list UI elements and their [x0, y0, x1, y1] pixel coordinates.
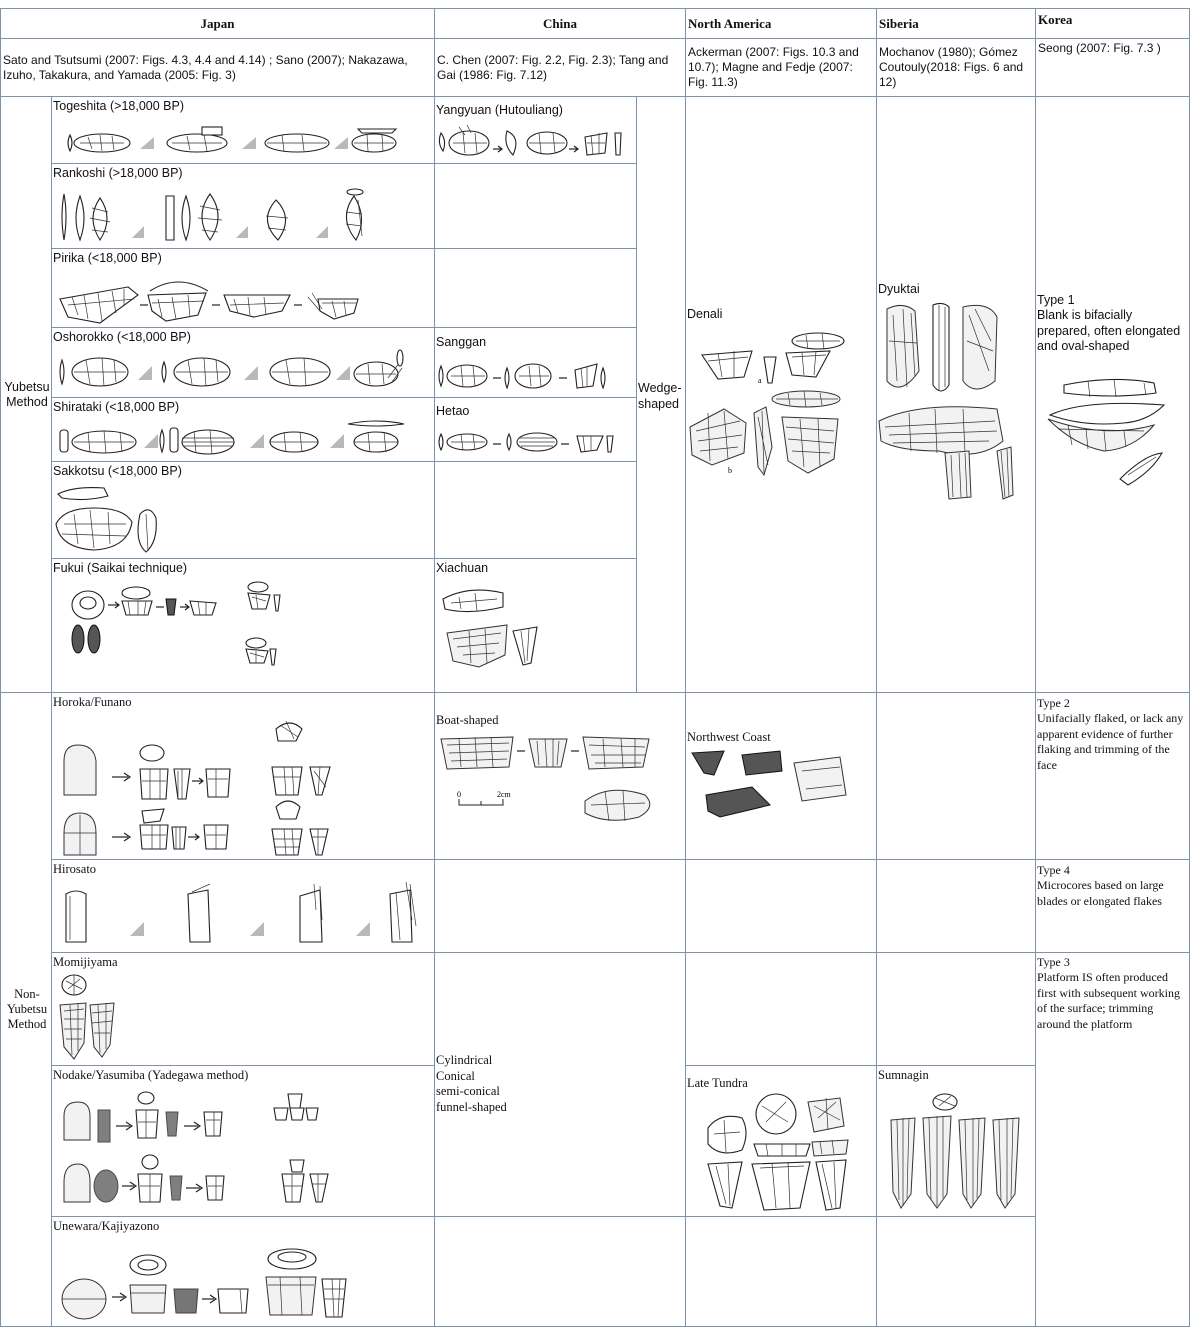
- fukui-illustration: [70, 579, 300, 689]
- japan-row-hirosato: [51, 859, 435, 953]
- na-cell-late-tundra: [685, 1065, 877, 1217]
- korea-type1-illustration: [1044, 375, 1184, 491]
- hetao-illustration: [437, 424, 637, 456]
- method-cell-non-yubetsu: [0, 692, 52, 1327]
- korea-type4-title: Type 4: [1037, 863, 1070, 877]
- na-cell-empty-3: [685, 1216, 877, 1327]
- ref-china-text: C. Chen (2007: Fig. 2.2, Fig. 2.3); Tang and Gai (1986: Fig. 7.12): [437, 53, 669, 82]
- china-label-cylindrical: Cylindrical: [436, 1053, 493, 1067]
- korea-cell-type4: [1035, 859, 1190, 953]
- korea-type1-title: Type 1: [1037, 293, 1075, 307]
- ref-siberia-text: Mochanov (1980); Gómez Coutouly(2018: Figs. 6 and 12): [879, 45, 1024, 89]
- header-korea-text: Korea: [1038, 12, 1073, 27]
- japan-label-momijiyama: Momijiyama: [53, 955, 118, 969]
- china-label-cylindrical-group: [436, 1053, 676, 1115]
- china-row-cylindrical: [434, 952, 686, 1217]
- china-label-hetao: Hetao: [436, 404, 470, 418]
- china-label-semi-conical: semi-conical: [436, 1084, 500, 1098]
- dyuktai-illustration: [879, 301, 1029, 511]
- china-row-sanggan: [434, 327, 637, 398]
- siberia-cell-dyuktai: [876, 96, 1036, 693]
- ref-korea: [1035, 38, 1190, 97]
- header-korea: [1035, 8, 1190, 39]
- japan-row-horoka-funano: [51, 692, 435, 860]
- xiachuan-illustration: [439, 583, 549, 691]
- method-cell-yubetsu: [0, 96, 52, 693]
- korea-type1-desc: Blank is bifacially prepared, often elongated and oval-shaped: [1037, 308, 1181, 353]
- japan-label-unewara-kajiyazono: Unewara/Kajiyazono: [53, 1219, 160, 1233]
- denali-label-b: b: [728, 466, 732, 475]
- siberia-cell-empty-3: [876, 952, 1036, 1066]
- ref-japan-text: Sato and Tsutsumi (2007: Figs. 4.3, 4.4 and 4.14) ; Sano (2007); Nakazawa, Izuho, Takakura, and Yamada (2005: Fig. 3): [3, 53, 408, 82]
- method-label-yubetsu: Yubetsu Method: [4, 380, 50, 409]
- korea-type3-title: Type 3: [1037, 955, 1070, 969]
- china-label-boat-shaped: Boat-shaped: [436, 713, 499, 727]
- china-label-conical: Conical: [436, 1068, 475, 1083]
- rankoshi-illustration: [58, 186, 398, 246]
- siberia-cell-empty-2: [876, 859, 1036, 953]
- japan-label-rankoshi: Rankoshi (>18,000 BP): [53, 166, 183, 180]
- na-cell-empty-2: [685, 952, 877, 1066]
- china-shape-wedge: [636, 96, 686, 693]
- korea-type2-title: Type 2: [1037, 696, 1070, 710]
- ref-north-america: [685, 38, 877, 97]
- shirataki-illustration: [58, 418, 403, 460]
- korea-type2-desc: Unifacially flaked, or lack any apparent evidence of further flaking and trimming of the face: [1037, 711, 1184, 772]
- ref-siberia: [876, 38, 1036, 97]
- korea-cell-type2: [1035, 692, 1190, 860]
- china-row-empty-1: [434, 163, 637, 249]
- na-label-late-tundra: Late Tundra: [687, 1076, 748, 1090]
- japan-label-horoka-funano: Horoka/Funano: [53, 695, 132, 709]
- hirosato-illustration: [60, 880, 430, 950]
- late-tundra-illustration: [690, 1092, 870, 1216]
- korea-cell-type1: [1035, 96, 1190, 693]
- header-china: [434, 8, 686, 39]
- sanggan-illustration: [437, 356, 637, 392]
- korea-cell-type3: [1035, 952, 1190, 1327]
- japan-row-nodake-yasumiba: [51, 1065, 435, 1217]
- china-label-sanggan: Sanggan: [436, 335, 487, 349]
- sumnagin-illustration: [885, 1090, 1035, 1214]
- china-label-xiachuan: Xiachuan: [436, 561, 489, 575]
- nodake-yasumiba-illustration: [60, 1086, 350, 1216]
- unewara-kajiyazono-illustration: [60, 1237, 360, 1327]
- china-label-yangyuan: Yangyuan (Hutouliang): [436, 103, 563, 117]
- yangyuan-illustration: [437, 123, 637, 161]
- china-row-boat-shaped: [434, 692, 686, 860]
- horoka-funano-illustration: [60, 711, 360, 857]
- na-label-denali: Denali: [687, 307, 723, 321]
- japan-row-fukui: [51, 558, 435, 693]
- siberia-label-dyuktai: Dyuktai: [878, 282, 920, 296]
- japan-row-momijiyama: [51, 952, 435, 1066]
- japan-label-shirataki: Shirataki (<18,000 BP): [53, 400, 180, 414]
- japan-label-nodake-yasumiba: Nodake/Yasumiba (Yadegawa method): [53, 1068, 249, 1082]
- japan-row-unewara-kajiyazono: [51, 1216, 435, 1327]
- momijiyama-illustration: [58, 975, 128, 1065]
- siberia-cell-empty-1: [876, 692, 1036, 860]
- china-label-funnel-shaped: funnel-shaped: [436, 1099, 507, 1114]
- china-row-hetao: [434, 397, 637, 462]
- header-north-america-text: North America: [688, 15, 772, 31]
- pirika-illustration: [58, 269, 398, 325]
- china-row-empty-4: [434, 859, 686, 953]
- japan-label-fukui: Fukui (Saikai technique): [53, 561, 188, 575]
- japan-label-togeshita: Togeshita (>18,000 BP): [53, 99, 184, 113]
- denali-illustration: [688, 327, 848, 477]
- northwest-coast-illustration: [690, 749, 870, 819]
- japan-row-pirika: [51, 248, 435, 328]
- ref-korea-text: Seong (2007: Fig. 7.3 ): [1038, 41, 1161, 55]
- ref-china: [434, 38, 686, 97]
- china-label-wedge-shaped: Wedge-shaped: [638, 381, 682, 411]
- sakkotsu-illustration: [54, 484, 174, 556]
- na-cell-northwest-coast: [685, 692, 877, 860]
- boat-scale-2cm: 2cm: [497, 790, 511, 799]
- korea-type4-desc: Microcores based on large blades or elongated flakes: [1037, 878, 1164, 908]
- ref-japan: [0, 38, 435, 97]
- siberia-cell-empty-4: [876, 1216, 1036, 1327]
- siberia-label-sumnagin: Sumnagin: [878, 1068, 929, 1082]
- japan-label-pirika: Pirika (<18,000 BP): [53, 251, 162, 265]
- china-row-yangyuan: [434, 96, 637, 164]
- china-row-empty-5: [434, 1216, 686, 1327]
- japan-row-shirataki: [51, 397, 435, 462]
- ref-north-america-text: Ackerman (2007: Figs. 10.3 and 10.7); Magne and Fedje (2007: Fig. 11.3): [688, 45, 859, 89]
- boat-scale-0: 0: [457, 790, 461, 799]
- denali-label-a: a: [758, 376, 762, 385]
- boat-shaped-illustration: [439, 733, 679, 833]
- method-label-non-yubetsu: Non-Yubetsu Method: [6, 987, 48, 1031]
- korea-type3-desc: Platform IS often produced first with subsequent working of the surface; trimming around the platform: [1037, 970, 1180, 1031]
- japan-row-oshorokko: [51, 327, 435, 398]
- oshorokko-illustration: [58, 348, 403, 394]
- na-cell-denali: [685, 96, 877, 693]
- japan-label-hirosato: Hirosato: [53, 862, 97, 876]
- na-cell-empty-1: [685, 859, 877, 953]
- header-siberia-text: Siberia: [879, 15, 919, 31]
- china-row-empty-2: [434, 248, 637, 328]
- japan-row-rankoshi: [51, 163, 435, 249]
- na-label-northwest-coast: Northwest Coast: [687, 730, 771, 744]
- header-japan-text: Japan: [200, 15, 235, 31]
- header-north-america: [685, 8, 877, 39]
- japan-row-togeshita: [51, 96, 435, 164]
- china-row-empty-3: [434, 461, 637, 559]
- japan-row-sakkotsu: [51, 461, 435, 559]
- china-row-xiachuan: [434, 558, 637, 693]
- header-siberia: [876, 8, 1036, 39]
- japan-label-oshorokko: Oshorokko (<18,000 BP): [53, 330, 191, 344]
- header-china-text: China: [543, 15, 577, 31]
- siberia-cell-sumnagin: [876, 1065, 1036, 1217]
- header-japan: [0, 8, 435, 39]
- togeshita-illustration: [62, 125, 402, 159]
- japan-label-sakkotsu: Sakkotsu (<18,000 BP): [53, 464, 182, 478]
